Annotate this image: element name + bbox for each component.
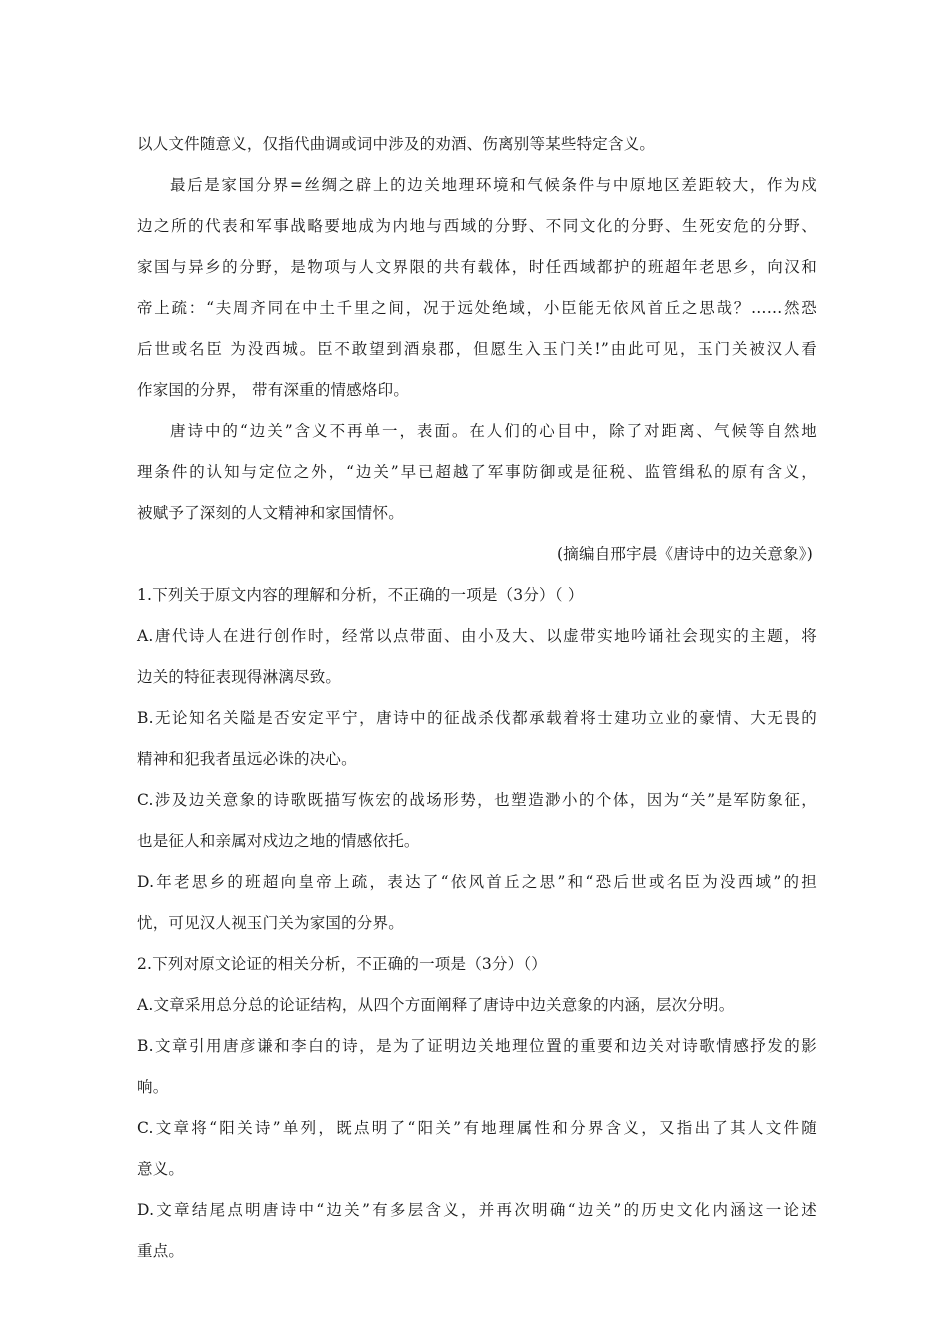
paragraph-line: 唐诗中的“边关”含义不再单一，表面。在人们的心目中，除了对距离、气候等自然地: [170, 422, 817, 440]
option-line: 重点。: [137, 1242, 185, 1260]
paragraph-line: 后世或名臣 为没西城。臣不敢望到酒泉郡，但愿生入玉门关!”由此可见，玉门关被汉人看: [137, 340, 817, 358]
option-line: 响。: [137, 1078, 169, 1096]
document-page: [137, 124, 817, 1272]
question-stem: 2.下列对原文论证的相关分析，不正确的一项是（3分）（）: [137, 955, 548, 973]
source-citation: (摘编自邢宇晨《唐诗中的边关意象》): [557, 545, 813, 563]
option-line: D.年老思乡的班超向皇帝上疏，表达了“依风首丘之思”和“恐后世或名臣为没西域”的担: [137, 873, 817, 891]
option-line: 忧，可见汉人视玉门关为家国的分界。: [137, 914, 404, 932]
option-line: A.唐代诗人在进行创作时，经常以点带面、由小及大、以虚带实地吟诵社会现实的主题，将: [137, 627, 817, 645]
option-line: B.文章引用唐彦谦和李白的诗，是为了证明边关地理位置的重要和边关对诗歌情感抒发的影: [137, 1037, 817, 1055]
option-line: B.无论知名关隘是否安定平宁，唐诗中的征战杀伐都承载着将士建功立业的豪情、大无畏的: [137, 709, 817, 727]
option-line: 也是征人和亲属对戍边之地的情感依托。: [137, 832, 420, 850]
option-line: 精神和犯我者虽远必诛的决心。: [137, 750, 357, 768]
paragraph-line: 边之所的代表和军事战略要地成为内地与西域的分野、不同文化的分野、生死安危的分野、: [137, 217, 817, 235]
option-line: A.文章采用总分总的论证结构，从四个方面阐释了唐诗中边关意象的内涵，层次分明。: [137, 996, 735, 1014]
option-line: C.涉及边关意象的诗歌既描写恢宏的战场形势，也塑造渺小的个体，因为“关”是军防象征，: [137, 791, 817, 809]
paragraph-line: 帝上疏：“夫周齐同在中土千里之间，况于远处绝域，小臣能无依风首丘之思哉？……然恐: [137, 299, 817, 317]
paragraph-line: 最后是家国分界=丝绸之辟上的边关地理环境和气候条件与中原地区差距较大，作为戍: [170, 176, 817, 194]
paragraph-line: 家国与异乡的分野，是物项与人文界限的共有载体，时任西域都护的班超年老思乡，向汉和: [137, 258, 817, 276]
option-line: 边关的特征表现得淋漓尽致。: [137, 668, 342, 686]
paragraph-line: 被赋予了深刻的人文精神和家国情怀。: [137, 504, 404, 522]
option-line: C.文章将“阳关诗”单列，既点明了“阳关”有地理属性和分界含义，又指出了其人文件随: [137, 1119, 817, 1137]
paragraph-line: 理条件的认知与定位之外，“边关”早已超越了军事防御或是征税、监管缉私的原有含义，: [137, 463, 817, 481]
paragraph-line: 作家国的分界， 带有深重的情感烙印。: [137, 381, 410, 399]
paragraph-line: 以人文件随意义，仅指代曲调或词中涉及的劝酒、伤离别等某些特定含义。: [137, 135, 656, 153]
option-line: 意义。: [137, 1160, 185, 1178]
question-stem: 1.下列关于原文内容的理解和分析，不正确的一项是（3分）（ ）: [137, 586, 584, 604]
option-line: D.文章结尾点明唐诗中“边关”有多层含义，并再次明确“边关”的历史文化内涵这一论述: [137, 1201, 817, 1219]
